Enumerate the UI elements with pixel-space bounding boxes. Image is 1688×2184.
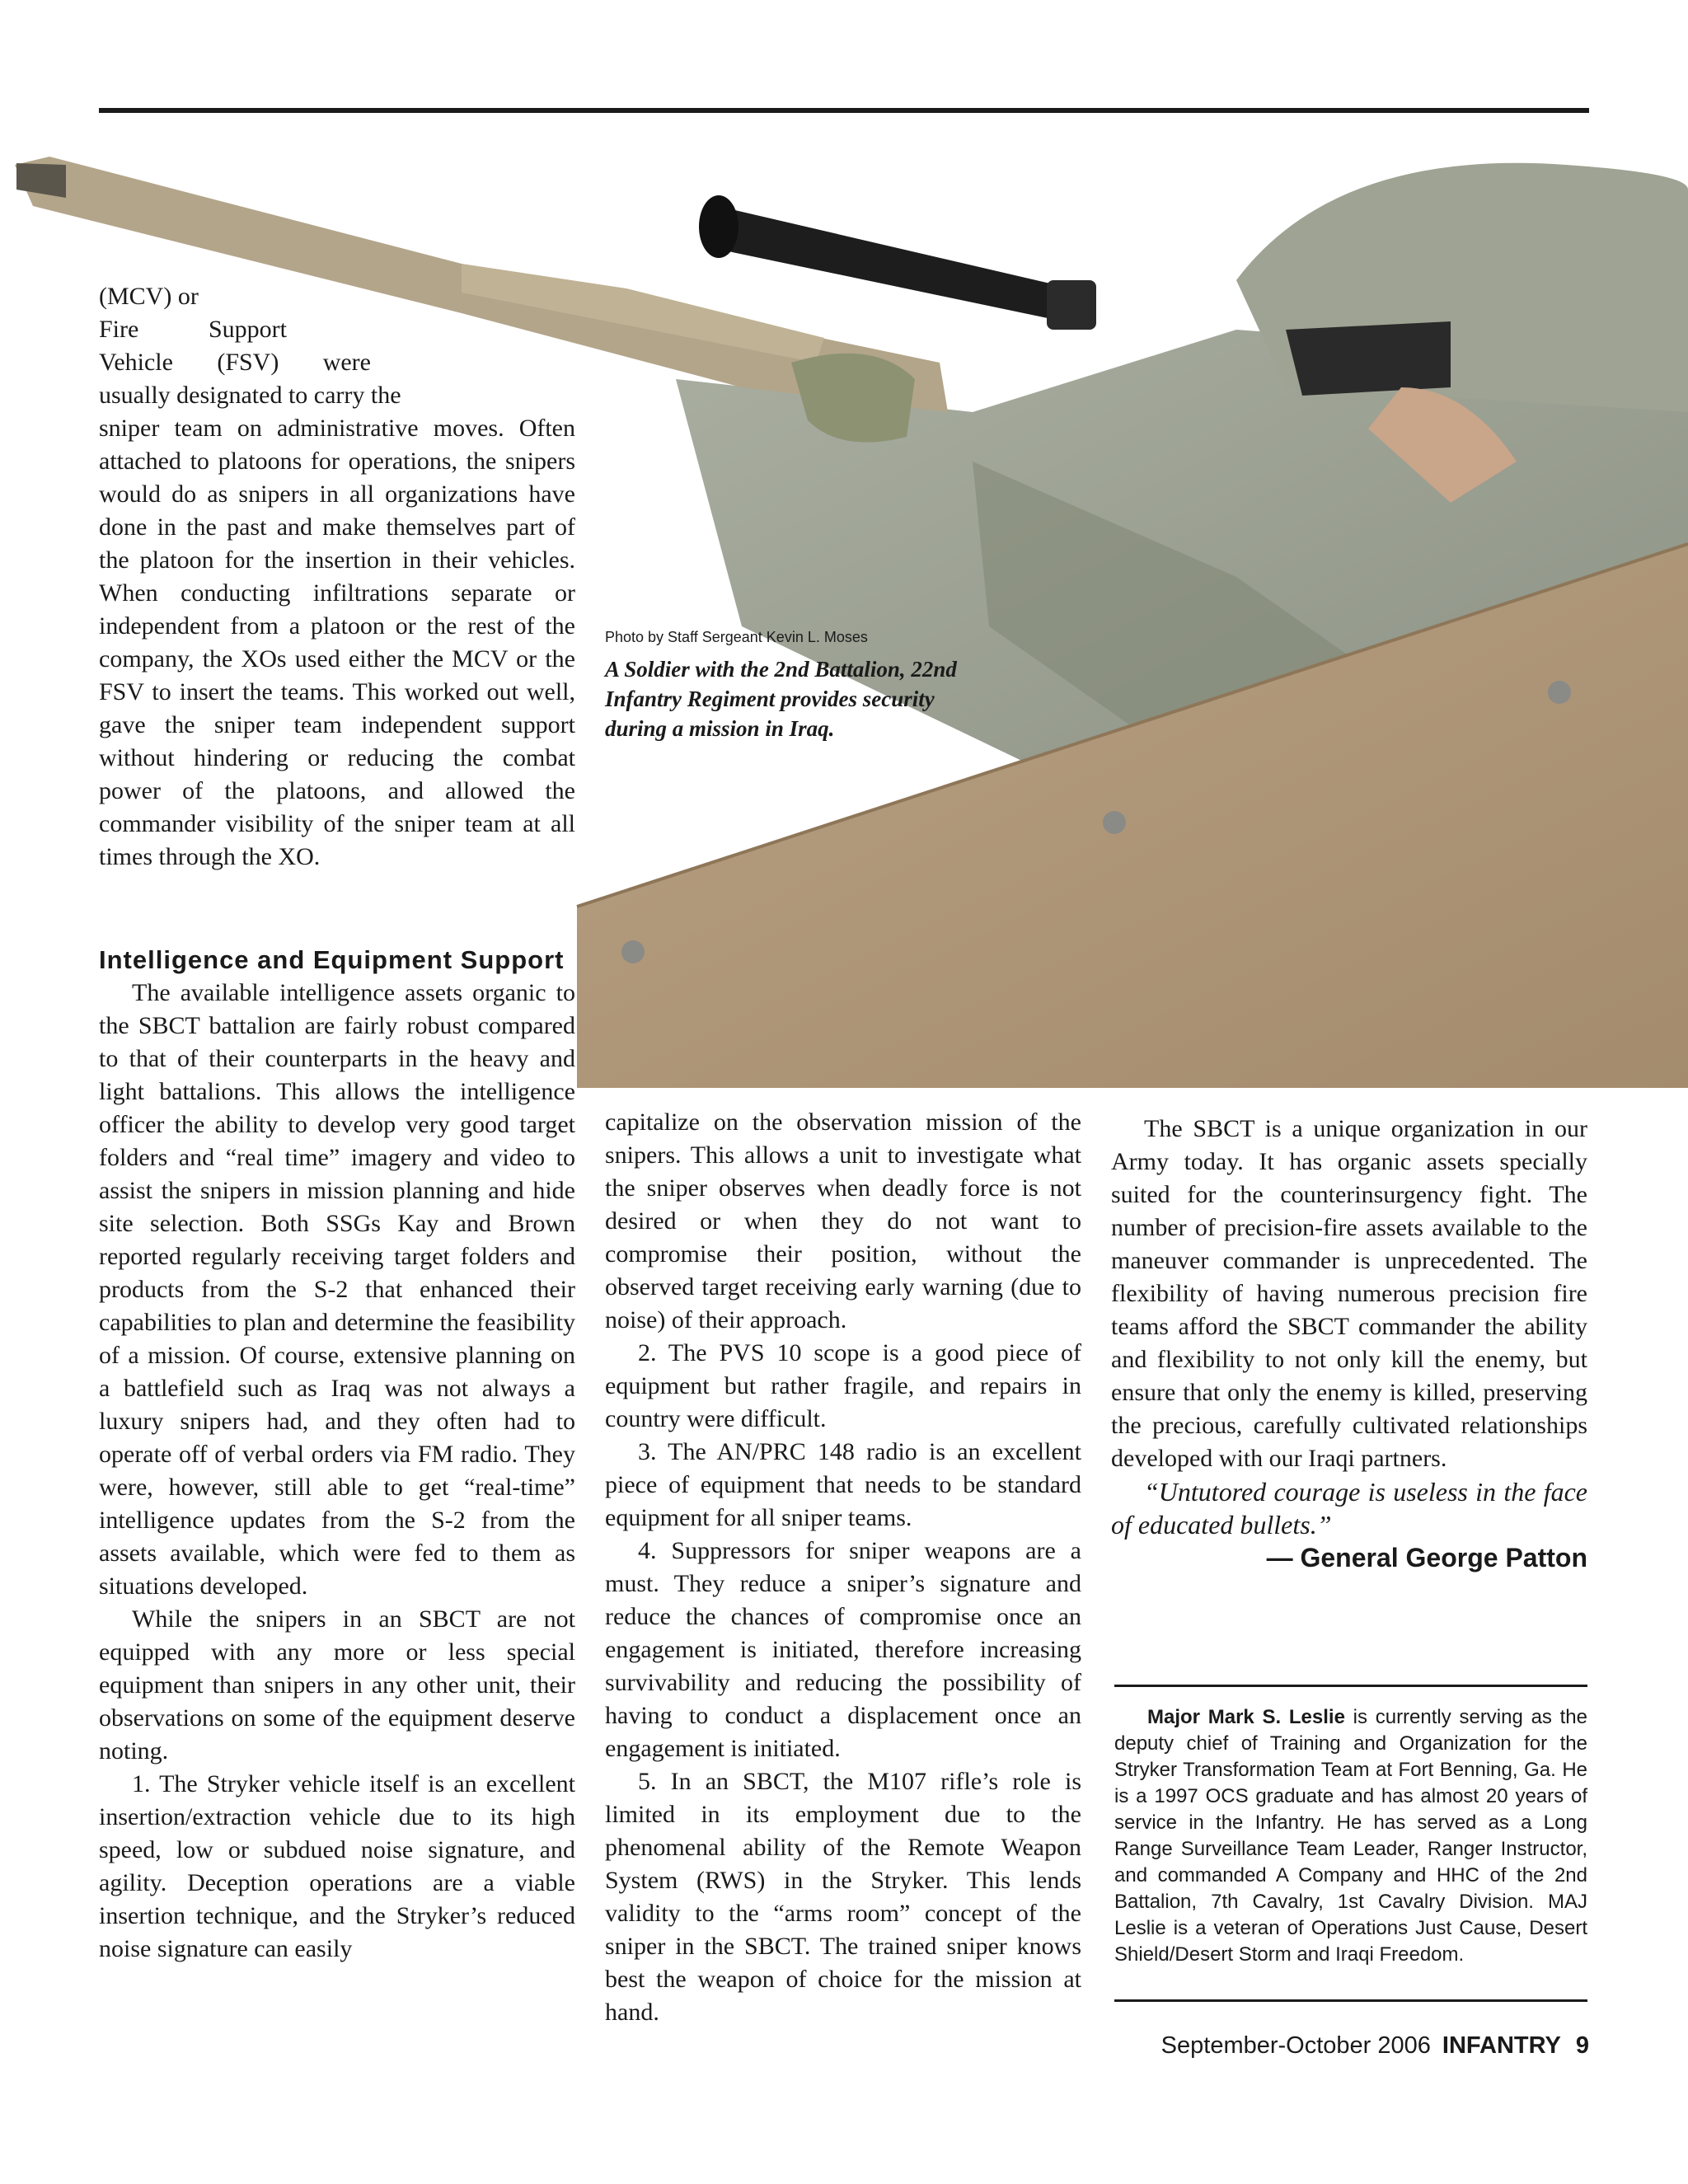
section-heading: Intelligence and Equipment Support: [99, 945, 565, 974]
author-name: Major Mark S. Leslie: [1147, 1706, 1345, 1728]
wrap-line-3: Vehicle (FSV) were: [99, 349, 371, 376]
wrap-line-4: usually designated to carry the: [99, 382, 401, 409]
paragraph: The SBCT is a unique organization in our Army today. It has organic assets specially suited for the counterinsurgency fight. The number of precision-fire assets available to the maneuver commander is unprecedented. The flexibility of having numerous precision fire teams afford the SBCT commander the ability and flexibility to not only kill the enemy, but ensure that only the enemy is killed, preserving the precious, carefully cultivated relationships developed with our Iraqi partners.: [1111, 1115, 1587, 1472]
caption-text: A Soldier with the 2nd Battalion, 22nd Infantry Regiment provides security during a mission in Iraq.: [605, 657, 957, 741]
bio-top-rule: [1114, 1685, 1587, 1687]
paragraph: sniper team on administrative moves. Often attached to platoons for operations, the snipers would do as snipers in all organizations have done in the past and make themselves part of the platoon for the insertion in their vehicles. When conducting infiltrations separate or independent from a platoon or the rest of the company, the XOs used either the MCV or the FSV to insert the teams. This worked out well, gave the sniper team independent support without hindering or reducing the combat power of the platoons, and allowed the commander visibility of the sniper team at all times through the XO.: [99, 415, 575, 870]
top-rule: [99, 108, 1589, 113]
issue-date: September-October 2006: [1160, 2032, 1431, 2059]
paragraph: While the snipers in an SBCT are not equipped with any more or less special equipment than snipers in any other unit, their observations on some of the equipment deserve noting.: [99, 1605, 575, 1765]
middle-column: [605, 1106, 1081, 2029]
photo-caption: [605, 626, 968, 743]
paragraph: 1. The Stryker vehicle itself is an excellent insertion/extraction vehicle due to its high speed, low or subdued noise signature, and agility. Deception operations are a viable insertion technique, and the Stryker’s reduced noise signature can easily: [99, 1770, 575, 1962]
page-footer: [1161, 2032, 1589, 2060]
paragraph: 2. The PVS 10 scope is a good piece of equipment but rather fragile, and repairs in country were difficult.: [605, 1339, 1081, 1432]
paragraph: 3. The AN/PRC 148 radio is an excellent piece of equipment that needs to be standard equipment for all sniper teams.: [605, 1438, 1081, 1531]
paragraph: The available intelligence assets organic to the SBCT battalion are fairly robust compared to that of their counterparts in the heavy and light battalions. This allows the intelligence officer the ability to develop very good target folders and “real time” imagery and video to assist the snipers in mission planning and hide site selection. Both SSGs Kay and Brown reported regularly receiving target folders and products from the S-2 that enhanced their capabilities to plan and determine the feasibility of a mission. Of course, extensive planning on a battlefield such as Iraq was not always a luxury snipers had, and they often had to operate off of verbal orders via FM radio. They were, however, still able to get “real-time” intelligence updates from the S-2 from the assets available, which were fed to them as situations developed.: [99, 979, 575, 1600]
wrap-line-1: (MCV) or: [99, 283, 199, 310]
quote-attribution: — General George Patton: [1266, 1543, 1587, 1572]
pull-quote: “Untutored courage is useless in the face of educated bullets.”: [1111, 1477, 1587, 1540]
magazine-name: INFANTRY: [1442, 2032, 1561, 2059]
paragraph: 5. In an SBCT, the M107 rifle’s role is limited in its employment due to the phenomenal ability of the Remote Weapon System (RWS) in the Stryker. This lends validity to the “arms room” concept of the sniper in the SBCT. The trained sniper knows best the weapon of choice for the mission at hand.: [605, 1768, 1081, 2026]
photo-credit: Photo by Staff Sergeant Kevin L. Moses: [605, 629, 868, 645]
paragraph: capitalize on the observation mission of the snipers. This allows a unit to investigate what the sniper observes when deadly force is not desired or when they do not want to compromise their position, without the observed target receiving early warning (due to noise) of their approach.: [605, 1108, 1081, 1333]
left-column-top: [99, 280, 575, 874]
wrap-line-2: Fire Support: [99, 316, 287, 343]
bio-text: is currently serving as the deputy chief of Training and Organization for the Stryker Transformation Team at Fort Benning, Ga. He is a 1997 OCS graduate and has almost 20 years of service in the Infantry. He has served as a Long Range Surveillance Team Leader, Ranger Instructor, and commanded A Company and HHC of the 2nd Battalion, 7th Cavalry, 1st Cavalry Division. MAJ Leslie is a veteran of Operations Just Cause, Desert Shield/Desert Storm and Iraqi Freedom.: [1114, 1706, 1587, 1966]
author-bio: [1114, 1704, 1587, 1968]
paragraph: 4. Suppressors for sniper weapons are a must. They reduce a sniper’s signature and reduce the chances of compromise once an engagement is initiated, therefore increasing survivability and reducing the possibility of having to conduct a displacement once an engagement is initiated.: [605, 1537, 1081, 1762]
left-column: [99, 944, 575, 1966]
right-column: [1111, 1113, 1587, 1574]
bio-bottom-rule: [1114, 1999, 1587, 2002]
page-number: 9: [1575, 2032, 1589, 2059]
